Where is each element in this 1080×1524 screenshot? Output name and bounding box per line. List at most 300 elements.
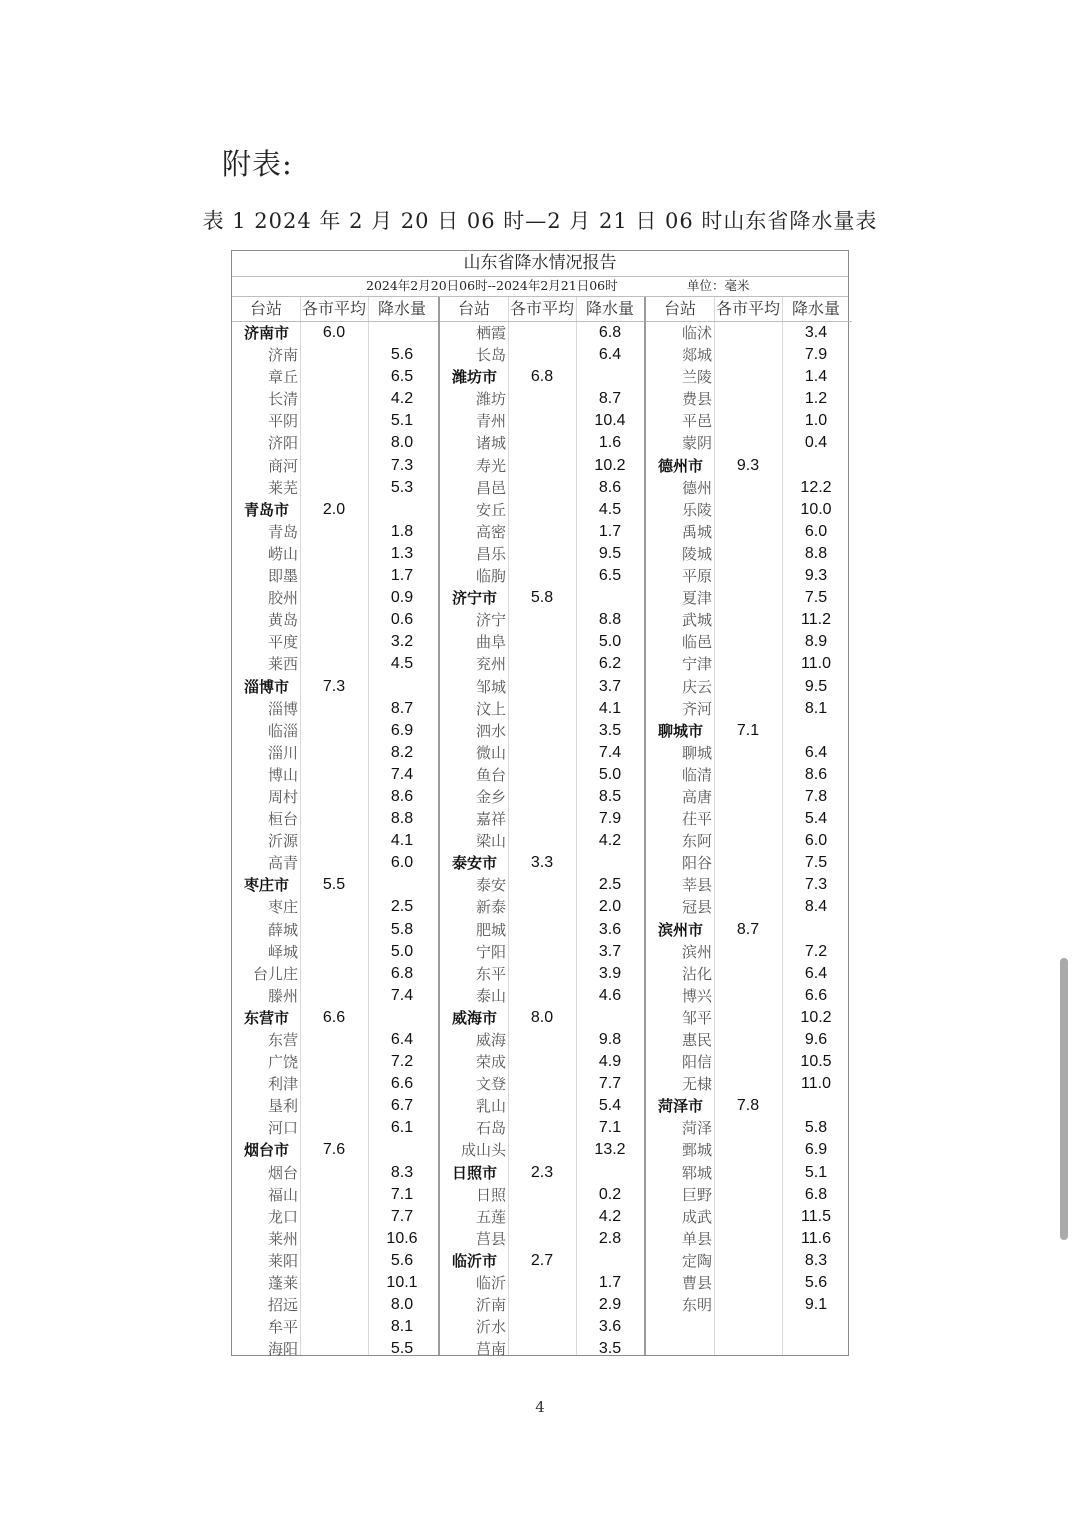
station-name: 茌平 bbox=[681, 810, 712, 829]
station-row bbox=[440, 1184, 646, 1206]
station-row bbox=[646, 742, 852, 764]
station-row bbox=[646, 1139, 852, 1161]
station-name: 庆云 bbox=[681, 677, 712, 696]
precipitation-value: 6.0 bbox=[390, 854, 414, 872]
precipitation-value: 5.6 bbox=[804, 1274, 828, 1292]
station-name: 寿光 bbox=[475, 456, 506, 475]
precipitation-value: 3.5 bbox=[598, 1340, 622, 1358]
station-row bbox=[646, 1228, 852, 1250]
city-name: 东营市 bbox=[244, 1008, 290, 1027]
station-name: 招远 bbox=[267, 1296, 298, 1315]
appendix-label: 附表: bbox=[222, 147, 293, 181]
station-name: 滨州 bbox=[681, 942, 712, 961]
station-row bbox=[646, 1117, 852, 1139]
station-row bbox=[232, 1051, 438, 1073]
precipitation-value: 3.6 bbox=[598, 1318, 622, 1336]
precipitation-value: 8.6 bbox=[804, 765, 828, 783]
station-name: 梁山 bbox=[475, 832, 506, 851]
precipitation-value: 11.0 bbox=[801, 655, 831, 673]
station-row bbox=[440, 609, 646, 631]
city-average-value: 2.0 bbox=[322, 500, 346, 518]
city-name: 烟台市 bbox=[244, 1141, 290, 1160]
precipitation-value: 0.6 bbox=[390, 611, 414, 629]
precipitation-value: 7.1 bbox=[598, 1119, 622, 1137]
station-name: 淄博 bbox=[267, 699, 298, 718]
station-row bbox=[232, 830, 438, 852]
precipitation-value: 7.9 bbox=[804, 346, 828, 364]
station-name: 台儿庄 bbox=[252, 964, 298, 983]
station-name: 泰安 bbox=[475, 876, 506, 895]
city-average-value: 5.8 bbox=[530, 589, 554, 607]
station-name: 泰山 bbox=[475, 986, 506, 1005]
station-row bbox=[232, 1162, 438, 1184]
station-name: 临邑 bbox=[681, 633, 712, 652]
station-row bbox=[440, 896, 646, 918]
station-row bbox=[232, 720, 438, 742]
city-name: 济南市 bbox=[244, 324, 290, 342]
precipitation-value: 8.9 bbox=[804, 633, 828, 651]
header-city-average: 各市平均 bbox=[509, 299, 574, 318]
station-name: 五莲 bbox=[475, 1207, 506, 1226]
station-row bbox=[646, 1162, 852, 1184]
precipitation-value: 7.2 bbox=[390, 1053, 414, 1071]
station-name: 冠县 bbox=[681, 898, 712, 917]
city-name: 聊城市 bbox=[658, 721, 704, 740]
city-name: 济宁市 bbox=[452, 589, 498, 608]
station-name: 兰陵 bbox=[681, 368, 712, 387]
station-name: 聊城 bbox=[681, 743, 712, 762]
station-name: 薛城 bbox=[267, 920, 298, 939]
station-row bbox=[440, 1117, 646, 1139]
precipitation-value: 9.8 bbox=[598, 1031, 622, 1048]
station-name: 周村 bbox=[267, 787, 298, 806]
city-row bbox=[646, 919, 852, 941]
station-row bbox=[232, 896, 438, 918]
city-average-value: 5.5 bbox=[322, 876, 346, 894]
station-name: 沂水 bbox=[475, 1318, 506, 1337]
precipitation-value: 6.1 bbox=[390, 1119, 414, 1137]
station-name: 莱阳 bbox=[267, 1251, 298, 1270]
city-name: 临沂市 bbox=[452, 1251, 498, 1270]
precipitation-value: 9.5 bbox=[804, 677, 828, 695]
station-name: 莘县 bbox=[681, 876, 712, 895]
station-row bbox=[232, 1294, 438, 1316]
station-name: 新泰 bbox=[475, 898, 506, 917]
precipitation-value: 6.8 bbox=[804, 1185, 828, 1203]
precipitation-value: 4.6 bbox=[598, 986, 622, 1004]
station-row bbox=[440, 631, 646, 653]
station-name: 邹平 bbox=[681, 1008, 712, 1027]
station-row bbox=[232, 565, 438, 587]
city-row bbox=[232, 874, 438, 896]
station-name: 蒙阴 bbox=[681, 434, 712, 453]
station-row bbox=[232, 521, 438, 543]
precipitation-value: 1.8 bbox=[390, 522, 414, 540]
station-name: 阳谷 bbox=[681, 854, 712, 873]
precipitation-value: 6.4 bbox=[804, 964, 828, 982]
header-precipitation: 降水量 bbox=[377, 299, 426, 318]
station-name: 安丘 bbox=[475, 500, 506, 519]
city-row bbox=[440, 587, 646, 609]
precipitation-value: 8.6 bbox=[390, 787, 414, 805]
precipitation-value: 13.2 bbox=[594, 1141, 626, 1159]
station-row bbox=[646, 388, 852, 410]
station-row bbox=[440, 543, 646, 565]
city-row bbox=[440, 1162, 646, 1184]
precipitation-value: 8.8 bbox=[390, 810, 414, 828]
station-name: 青岛 bbox=[267, 522, 298, 541]
precipitation-value: 5.0 bbox=[598, 633, 622, 651]
precipitation-value: 11.6 bbox=[801, 1229, 831, 1247]
station-row bbox=[646, 963, 852, 985]
city-row bbox=[646, 720, 852, 742]
city-row bbox=[232, 499, 438, 521]
station-name: 东明 bbox=[681, 1296, 712, 1315]
precipitation-value: 6.9 bbox=[804, 1141, 828, 1159]
city-name: 日照市 bbox=[452, 1163, 498, 1182]
station-name: 临淄 bbox=[267, 721, 298, 740]
station-name: 青州 bbox=[475, 412, 506, 431]
station-name: 临沭 bbox=[681, 324, 712, 342]
station-row bbox=[232, 1272, 438, 1294]
station-row bbox=[646, 432, 852, 454]
precipitation-value: 6.7 bbox=[390, 1097, 414, 1115]
station-row bbox=[440, 1029, 646, 1051]
station-row bbox=[232, 609, 438, 631]
column-header bbox=[232, 297, 438, 322]
station-row bbox=[646, 1294, 852, 1316]
report-unit: 单位：毫米 bbox=[687, 278, 750, 293]
header-station: 台站 bbox=[249, 299, 282, 318]
precipitation-value: 0.2 bbox=[598, 1185, 622, 1203]
precipitation-value: 12.2 bbox=[800, 478, 832, 496]
station-name: 博兴 bbox=[681, 986, 712, 1005]
station-row bbox=[646, 985, 852, 1007]
station-name: 胶州 bbox=[267, 589, 298, 608]
precipitation-value: 4.1 bbox=[598, 699, 622, 717]
station-row bbox=[646, 764, 852, 786]
station-row bbox=[440, 410, 646, 432]
station-row bbox=[440, 1228, 646, 1250]
station-name: 莒南 bbox=[475, 1340, 506, 1359]
station-name: 汶上 bbox=[475, 699, 506, 718]
city-row bbox=[440, 1250, 646, 1272]
table-column bbox=[438, 297, 646, 1359]
station-name: 高唐 bbox=[681, 787, 712, 806]
station-name: 垦利 bbox=[267, 1097, 298, 1116]
precipitation-value: 7.5 bbox=[804, 589, 828, 607]
station-name: 鱼台 bbox=[475, 765, 506, 784]
station-row bbox=[232, 344, 438, 366]
station-row bbox=[440, 1095, 646, 1117]
station-name: 成武 bbox=[681, 1207, 712, 1226]
precipitation-value: 8.3 bbox=[390, 1163, 414, 1181]
station-name: 桓台 bbox=[267, 810, 298, 829]
precipitation-value: 8.8 bbox=[804, 544, 828, 562]
precipitation-value: 11.2 bbox=[801, 611, 831, 629]
precipitation-value: 8.1 bbox=[390, 1318, 414, 1336]
station-name: 临沂 bbox=[475, 1274, 506, 1293]
header-city-average: 各市平均 bbox=[301, 299, 366, 318]
precipitation-value: 6.9 bbox=[390, 721, 414, 739]
station-name: 阳信 bbox=[681, 1053, 712, 1072]
station-row bbox=[232, 1117, 438, 1139]
station-row bbox=[440, 1294, 646, 1316]
station-name: 宁阳 bbox=[475, 942, 506, 961]
station-row bbox=[440, 764, 646, 786]
station-row bbox=[646, 565, 852, 587]
station-name: 崂山 bbox=[267, 544, 298, 563]
precipitation-value: 1.6 bbox=[598, 434, 622, 452]
precipitation-value: 5.4 bbox=[598, 1097, 622, 1115]
station-row bbox=[440, 1073, 646, 1095]
city-average-value: 7.3 bbox=[322, 677, 346, 695]
station-row bbox=[232, 941, 438, 963]
station-row bbox=[440, 985, 646, 1007]
station-row bbox=[440, 874, 646, 896]
station-name: 诸城 bbox=[475, 434, 506, 453]
precipitation-value: 5.0 bbox=[598, 765, 622, 783]
city-row bbox=[232, 676, 438, 698]
station-name: 郓城 bbox=[681, 1163, 712, 1182]
station-name: 兖州 bbox=[475, 655, 506, 674]
station-row bbox=[440, 521, 646, 543]
station-name: 淄川 bbox=[267, 743, 298, 762]
station-row bbox=[646, 344, 852, 366]
precipitation-value: 9.5 bbox=[598, 544, 622, 562]
precipitation-value: 4.5 bbox=[598, 500, 622, 518]
city-name: 德州市 bbox=[658, 456, 704, 475]
station-name: 乳山 bbox=[475, 1097, 506, 1116]
precipitation-value: 3.9 bbox=[598, 964, 622, 982]
precipitation-value: 5.5 bbox=[390, 1340, 414, 1358]
station-row bbox=[646, 698, 852, 720]
station-row bbox=[440, 388, 646, 410]
header-precipitation: 降水量 bbox=[791, 299, 840, 318]
station-name: 荣成 bbox=[475, 1053, 506, 1072]
precipitation-value: 3.2 bbox=[390, 633, 414, 651]
station-row bbox=[646, 852, 852, 874]
precipitation-value: 6.6 bbox=[804, 986, 828, 1004]
station-row bbox=[440, 322, 646, 344]
station-row bbox=[440, 432, 646, 454]
report-title: 山东省降水情况报告 bbox=[232, 251, 848, 277]
station-name: 博山 bbox=[267, 765, 298, 784]
precipitation-value: 7.4 bbox=[598, 743, 622, 761]
station-row bbox=[440, 698, 646, 720]
precipitation-value: 10.2 bbox=[800, 1008, 832, 1026]
station-row bbox=[232, 1250, 438, 1272]
city-average-value: 6.6 bbox=[322, 1008, 346, 1026]
city-average-value: 6.0 bbox=[322, 324, 346, 341]
station-row bbox=[232, 1206, 438, 1228]
table-caption: 表 1 2024 年 2 月 20 日 06 时—2 月 21 日 06 时山东省降水量表 bbox=[202, 209, 878, 233]
station-name: 菏泽 bbox=[681, 1119, 712, 1138]
station-row bbox=[646, 477, 852, 499]
station-name: 曹县 bbox=[681, 1274, 712, 1293]
header-station: 台站 bbox=[663, 299, 696, 318]
station-row bbox=[646, 1051, 852, 1073]
station-row bbox=[646, 543, 852, 565]
precipitation-value: 10.5 bbox=[800, 1053, 832, 1071]
precipitation-value: 1.0 bbox=[804, 412, 828, 430]
precipitation-value: 7.2 bbox=[804, 942, 828, 960]
city-row bbox=[440, 852, 646, 874]
station-row bbox=[232, 742, 438, 764]
station-name: 商河 bbox=[267, 456, 298, 475]
precipitation-value: 6.8 bbox=[390, 964, 414, 982]
station-name: 郯城 bbox=[681, 346, 712, 365]
station-row bbox=[232, 410, 438, 432]
station-row bbox=[646, 1206, 852, 1228]
station-name: 日照 bbox=[475, 1185, 506, 1204]
station-row bbox=[646, 322, 852, 344]
station-row bbox=[646, 941, 852, 963]
precipitation-value: 8.0 bbox=[390, 434, 414, 452]
station-row bbox=[646, 366, 852, 388]
precipitation-value: 8.2 bbox=[390, 743, 414, 761]
precipitation-value: 4.1 bbox=[390, 832, 414, 850]
station-name: 平阴 bbox=[267, 412, 298, 431]
city-row bbox=[646, 1095, 852, 1117]
table-column bbox=[644, 297, 852, 1355]
station-row bbox=[232, 963, 438, 985]
station-name: 费县 bbox=[681, 390, 712, 409]
station-name: 龙口 bbox=[267, 1207, 298, 1226]
precipitation-value: 3.5 bbox=[598, 721, 622, 739]
precipitation-value: 5.0 bbox=[390, 942, 414, 960]
precipitation-value: 8.6 bbox=[598, 478, 622, 496]
table-column bbox=[232, 297, 438, 1359]
station-row bbox=[440, 1139, 646, 1161]
station-row bbox=[646, 1007, 852, 1029]
city-name: 青岛市 bbox=[244, 500, 290, 519]
station-name: 高密 bbox=[475, 522, 506, 541]
precipitation-value: 11.0 bbox=[801, 1075, 831, 1093]
city-name: 威海市 bbox=[452, 1008, 498, 1027]
station-row bbox=[232, 985, 438, 1007]
header-precipitation: 降水量 bbox=[585, 299, 634, 318]
station-name: 平原 bbox=[681, 567, 712, 586]
station-row bbox=[440, 808, 646, 830]
station-row bbox=[232, 477, 438, 499]
station-name: 定陶 bbox=[681, 1251, 712, 1270]
station-name: 峄城 bbox=[267, 942, 298, 961]
station-row bbox=[646, 874, 852, 896]
city-average-value: 8.7 bbox=[736, 920, 760, 938]
station-row bbox=[646, 587, 852, 609]
precipitation-value: 7.1 bbox=[390, 1185, 414, 1203]
station-row bbox=[646, 896, 852, 918]
column-header bbox=[646, 297, 852, 322]
precipitation-value: 1.7 bbox=[598, 1274, 622, 1292]
station-name: 惠民 bbox=[681, 1031, 712, 1049]
station-row bbox=[440, 830, 646, 852]
station-row bbox=[440, 742, 646, 764]
precipitation-value: 8.4 bbox=[804, 898, 828, 916]
station-row bbox=[440, 455, 646, 477]
table-columns bbox=[232, 297, 848, 1359]
station-name: 潍坊 bbox=[475, 390, 506, 409]
city-name: 枣庄市 bbox=[244, 876, 290, 895]
precipitation-value: 1.2 bbox=[804, 390, 828, 408]
precipitation-value: 8.5 bbox=[598, 787, 622, 805]
city-average-value: 7.6 bbox=[322, 1141, 346, 1159]
station-name: 河口 bbox=[267, 1119, 298, 1138]
page-number: 4 bbox=[535, 1398, 545, 1416]
station-row bbox=[646, 830, 852, 852]
station-name: 昌乐 bbox=[475, 544, 506, 563]
precipitation-value: 5.3 bbox=[390, 478, 414, 496]
station-row bbox=[232, 455, 438, 477]
precipitation-value: 8.3 bbox=[804, 1251, 828, 1269]
station-name: 单县 bbox=[681, 1229, 712, 1248]
station-row bbox=[440, 344, 646, 366]
station-name: 海阳 bbox=[267, 1340, 298, 1359]
station-name: 利津 bbox=[267, 1075, 298, 1094]
station-name: 黄岛 bbox=[267, 611, 298, 630]
precipitation-value: 5.4 bbox=[804, 810, 828, 828]
table-rows bbox=[440, 322, 646, 1360]
city-average-value: 2.7 bbox=[530, 1251, 554, 1269]
station-row bbox=[232, 698, 438, 720]
station-row bbox=[646, 631, 852, 653]
station-row bbox=[646, 653, 852, 675]
station-row bbox=[440, 565, 646, 587]
precipitation-value: 6.0 bbox=[804, 832, 828, 850]
station-name: 沂南 bbox=[475, 1296, 506, 1315]
station-name: 无棣 bbox=[681, 1075, 712, 1094]
station-row bbox=[440, 1272, 646, 1294]
city-name: 滨州市 bbox=[658, 920, 704, 939]
city-average-value: 2.3 bbox=[530, 1163, 554, 1181]
station-name: 禹城 bbox=[681, 522, 712, 541]
station-name: 石岛 bbox=[475, 1119, 506, 1138]
station-name: 东平 bbox=[475, 964, 506, 983]
precipitation-value: 2.0 bbox=[598, 898, 622, 916]
precipitation-value: 2.8 bbox=[598, 1229, 622, 1247]
precipitation-value: 5.8 bbox=[390, 920, 414, 938]
station-name: 广饶 bbox=[267, 1053, 298, 1072]
station-name: 莱西 bbox=[267, 655, 298, 674]
station-name: 莱州 bbox=[267, 1229, 298, 1248]
station-row bbox=[646, 1073, 852, 1095]
station-name: 烟台 bbox=[267, 1163, 298, 1182]
station-row bbox=[646, 786, 852, 808]
station-name: 肥城 bbox=[475, 920, 506, 939]
scrollbar-thumb[interactable] bbox=[1060, 958, 1068, 1240]
precipitation-value: 3.7 bbox=[598, 942, 622, 960]
station-row bbox=[232, 1316, 438, 1338]
precipitation-value: 5.6 bbox=[390, 346, 414, 364]
station-row bbox=[646, 1184, 852, 1206]
station-name: 济宁 bbox=[475, 611, 506, 630]
station-row bbox=[646, 1029, 852, 1051]
precipitation-value: 4.9 bbox=[598, 1053, 622, 1071]
station-name: 齐河 bbox=[681, 699, 712, 718]
station-row bbox=[232, 631, 438, 653]
precipitation-value: 1.4 bbox=[804, 368, 828, 386]
station-row bbox=[440, 653, 646, 675]
precipitation-value: 8.8 bbox=[598, 611, 622, 629]
precipitation-value: 3.6 bbox=[598, 920, 622, 938]
city-average-value: 8.0 bbox=[530, 1008, 554, 1026]
station-name: 济南 bbox=[267, 346, 298, 365]
station-row bbox=[232, 653, 438, 675]
precipitation-value: 6.5 bbox=[390, 368, 414, 386]
city-average-value: 7.8 bbox=[736, 1097, 760, 1115]
table-rows bbox=[232, 322, 438, 1360]
